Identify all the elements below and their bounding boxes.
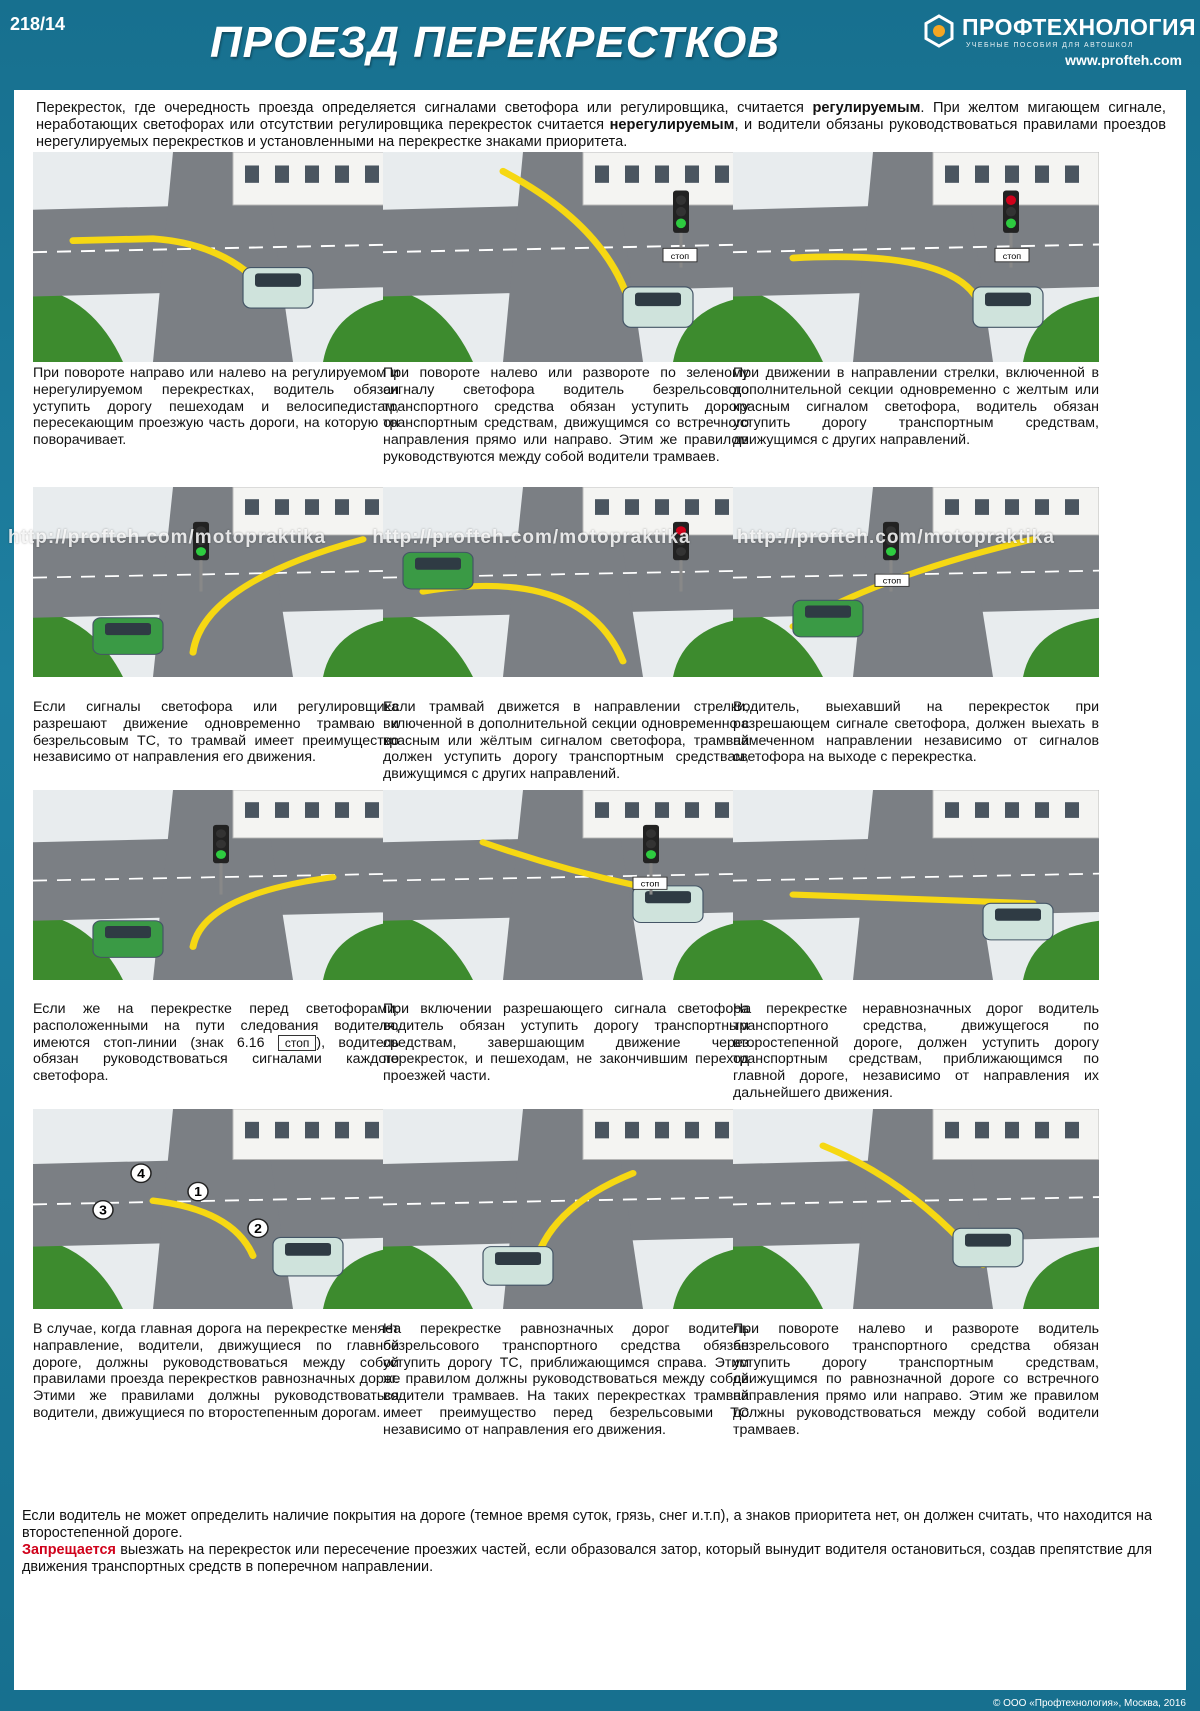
caption-part: Если же на перекрестке перед светофорами, расположенными на пути следования водителя, имеются стоп-линии (знак 6.16 [33,1001,399,1051]
intersection-illustration [33,790,399,980]
stop-line-sign: стоп [278,1035,317,1051]
brand-logo-icon [922,14,956,48]
intersection-illustration [33,1109,399,1309]
rule-caption: Если сигналы светофора или регулировщика разрешают движение одновременно трамваю и безрельсовым ТС, то трамвай имеет преимущество независимо от направления его движения. [33,699,399,766]
intro-part: , и водители обязаны руководствоваться правилами проездов нерегулируемых перекрестков и установленными на перекрестке знаками приоритета. [36,117,1167,150]
route-marker-label: 3 [99,1203,107,1218]
rule-caption: При повороте налево или развороте по зеленому сигналу светофора водитель безрельсового транспортного средства обязан уступить дорогу транспортным средствам, движущимся со встречного направления прямо или направо. Этим же правилом руководствуются между собой водители трамваев. [383,365,749,465]
brand[interactable] [922,12,1197,72]
route-marker-label: 4 [137,1166,145,1181]
rule-caption: При включении разрешающего сигнала светофора водитель обязан уступить дорогу транспортным средствам, завершающим движение через перекресток, и пешеходам, не закончившим переход проезжей части. [383,1001,749,1085]
stop-plate-label: стоп [1002,251,1022,261]
intro-bold: нерегулируемым [609,117,735,133]
intro-part: Перекресток, где очередность проезда определяется сигналами светофора или регулировщика, считается [36,100,813,116]
rule-panel [33,152,399,505]
rule-panel [383,790,749,1141]
intersection-illustration [33,152,399,362]
brand-url[interactable]: www.profteh.com [1065,52,1182,68]
rule-panel [383,487,749,839]
caption-part: ), водитель обязан руководствоваться сигналами каждого светофора. [33,1034,399,1085]
footer-text [22,1508,1152,1576]
header [0,0,1200,92]
intersection-illustration [383,790,749,980]
rule-panel [383,152,749,505]
rule-caption: При движении в направлении стрелки, включенной в дополнительной секции одновременно с желтым или красным сигналом светофора, водитель обязан уступить дорогу транспортным средствам, движущимся с других направлений. [733,365,1099,449]
watermark-text: http://profteh.com/motopraktika [736,527,1055,548]
rule-panel [33,487,399,839]
rule-panel [733,1109,1099,1461]
watermark-text: http://profteh.com/motopraktika [372,527,691,548]
intro-bold: регулируемым [812,100,921,116]
stop-plate-label: стоп [640,879,660,889]
rule-caption: Если трамвай движется в направлении стрелки, включенной в дополнительной секции одновременно с красным или жёлтым сигналом светофора, трамвай должен уступить дорогу транспортным средствам, движущимся с других направлений. [383,699,749,783]
intersection-illustration [733,152,1099,362]
rule-panel [733,152,1099,505]
intersection-illustration [733,1109,1099,1309]
rule-caption: В случае, когда главная дорога на перекрестке меняет направление, водители, движущиеся по главной дороге, должны руководствоваться между собой правилами проезда перекрестков равнозначных дорог. Этими же правилами должны руководствоваться водители, движущиеся по второстепенным дорогам. [33,1321,399,1421]
intro-part: . При желтом мигающем сигнале, неработающих светофорах или отсутствии регулировщика перекресток считается [36,100,1166,133]
intersection-illustration [383,1109,749,1309]
copyright: © ООО «Профтехнология», Москва, 2016 [992,1698,1186,1709]
rule-panel [733,487,1099,839]
intro-text [36,100,1166,151]
rule-panel [383,1109,749,1461]
rule-caption: На перекрестке равнозначных дорог водитель безрельсового транспортного средства обязан уступить дорогу ТС, приближающимся справа. Этим же правилом должны руководствоваться между собой водители трамваев. На таких перекрестках трамвай имеет преимущество перед безрельсовыми ТС независимо от направления его движения. [383,1321,749,1438]
forbid-word: Запрещается [22,1542,116,1558]
stop-plate-label: стоп [882,576,902,586]
page-title: ПРОЕЗД ПЕРЕКРЕСТКОВ [210,18,781,67]
rule-panel [733,790,1099,1141]
brand-name: ПРОФТЕХНОЛОГИЯ [962,14,1197,40]
rule-caption: При повороте направо или налево на регулируемом и нерегулируемом перекрестках, водитель обязан уступить дорогу пешеходам и велосипедистам, пересекающим проезжую часть дороги, на которую он поворачивает. [33,365,399,449]
footer-line-2 [22,1542,1152,1576]
intersection-illustration [383,152,749,362]
rule-caption: При повороте налево и развороте водитель безрельсового транспортного средства обязан уступить дорогу транспортным средствам, движущимся по равнозначной дороге со встречного направления прямо или направо. Этим же правилом должны руководствоваться между собой водители трамваев. [733,1321,1099,1438]
rule-panel [33,790,399,1141]
footer-line-1: Если водитель не может определить наличие покрытия на дороге (темное время суток, грязь, снег и.т.п), а знаков приоритета нет, он должен считать, что находится на второстепенной дороге. [22,1508,1152,1541]
route-marker-label: 1 [194,1184,202,1200]
stop-plate-label: стоп [670,251,690,261]
watermark-text: http://profteh.com/motopraktika [8,527,327,548]
intersection-illustration [733,790,1099,980]
poster-code: 218/14 [10,14,66,34]
footer-line-2-text: выезжать на перекресток или пересечение проезжих частей, если образовался затор, который вынудит водителя остановиться, создав препятствие для движения транспортных средств в поперечном направлении. [22,1542,1152,1575]
rule-caption: На перекрестке неравнозначных дорог водитель транспортного средства, движущегося по второстепенной дороге, должен уступить дорогу транспортным средствам, приближающимся по главной дороге, независимо от направления их дальнейшего движения. [733,1001,1099,1101]
intersection-illustration [33,487,399,677]
intersection-illustration [733,487,1099,677]
intersection-illustration [383,487,749,677]
rule-caption [33,1001,399,1085]
rule-panel [33,1109,399,1461]
route-marker-label: 2 [254,1221,262,1236]
brand-subtitle: УЧЕБНЫЕ ПОСОБИЯ ДЛЯ АВТОШКОЛ [966,42,1134,49]
rule-caption: Водитель, выехавший на перекресток при разрешающем сигнале светофора, должен выехать в намеченном направлении независимо от сигналов светофора на выходе с перекрестка. [733,699,1099,766]
